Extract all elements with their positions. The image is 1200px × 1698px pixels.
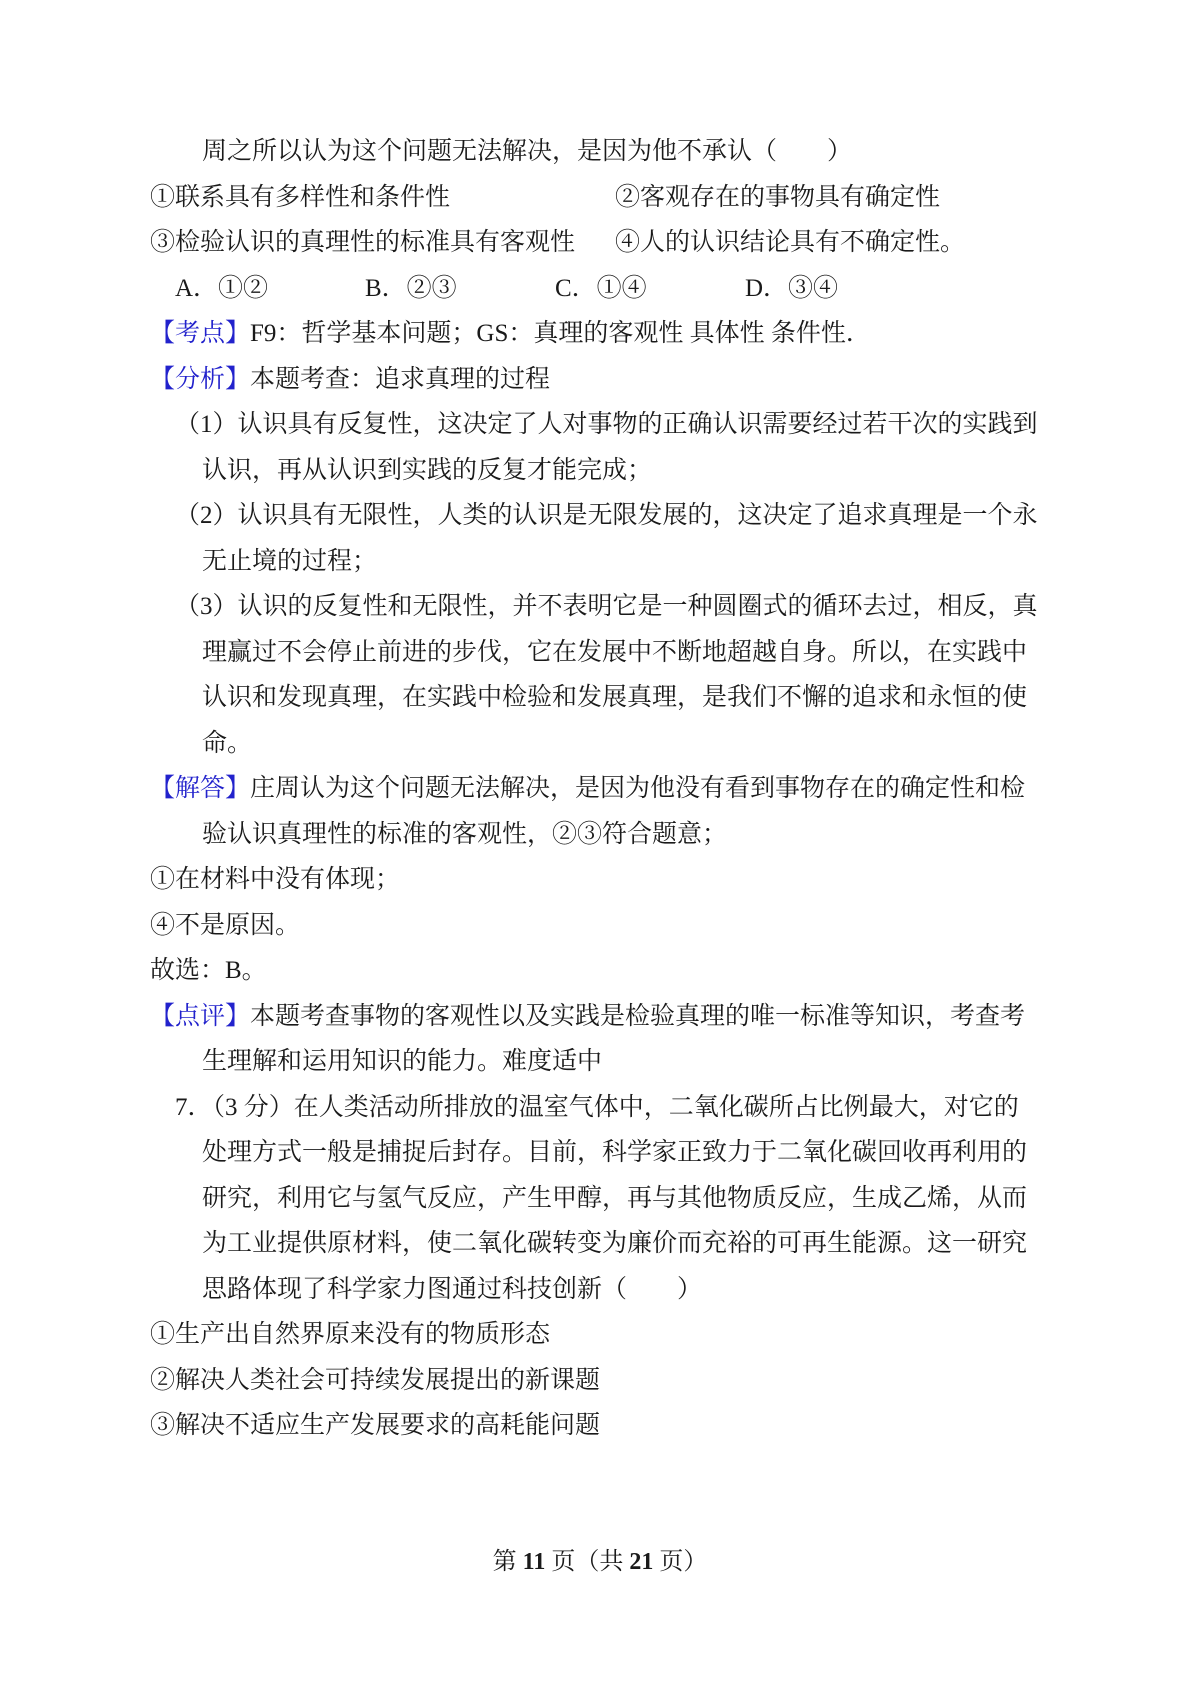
line-text: 庄周认为这个问题无法解决，是因为他没有看到事物存在的确定性和检 (250, 775, 1026, 802)
page-footer (0, 1545, 1200, 1579)
text-line (150, 1267, 1110, 1313)
section-label: 【点评】 (150, 1002, 251, 1030)
line-text: ③解决不适应生产发展要求的高耗能问题 (150, 1412, 601, 1439)
text-line (150, 584, 1110, 630)
footer-text-suffix: 页） (653, 1549, 708, 1575)
text-line (150, 448, 1110, 494)
line-text: 处理方式一般是捕捉后封存。目前，科学家正致力于二氧化碳回收再利用的 (202, 1139, 1028, 1166)
line-text: 为工业提供原材料，使二氧化碳转变为廉价而充裕的可再生能源。这一研究 (202, 1230, 1028, 1257)
text-line (150, 812, 1110, 858)
line-text: 本题考查事物的客观性以及实践是检验真理的唯一标准等知识，考查考 (250, 1002, 1026, 1030)
answer-option: D．③④ (745, 274, 839, 302)
text-line (150, 129, 1110, 175)
document-body (150, 129, 1110, 1449)
section-label: 【分析】 (150, 365, 251, 393)
section-label: 【考点】 (150, 320, 251, 347)
text-line (150, 1358, 1110, 1404)
answer-option: B．②③ (365, 274, 457, 302)
answer-option: A．①② (175, 274, 269, 302)
line-text: 研究，利用它与氢气反应，产生甲醇，再与其他物质反应，生成乙烯，从而 (202, 1184, 1028, 1212)
text-line (150, 675, 1110, 721)
text-line (150, 493, 1110, 539)
line-text: ①在材料中没有体现； (150, 866, 401, 893)
text-line (150, 220, 1110, 266)
text-line (150, 175, 1110, 221)
text-line (150, 1085, 1110, 1131)
footer-text-prefix: 第 (492, 1549, 523, 1575)
footer-text-middle: 页（共 (545, 1549, 630, 1575)
line-text: F9：哲学基本问题；GS：真理的客观性 具体性 条件性． (250, 320, 871, 347)
line-text: 命。 (202, 729, 253, 757)
statement-item: ①联系具有多样性和条件性 (150, 183, 451, 211)
text-line (150, 857, 1110, 903)
statement-item: ④人的认识结论具有不确定性。 (615, 229, 966, 256)
line-text: 故选：B。 (150, 957, 267, 984)
text-line (150, 539, 1110, 585)
line-text: （2）认识具有无限性，人类的认识是无限发展的，这决定了追求真理是一个永 (175, 502, 1038, 529)
text-line (150, 1221, 1110, 1267)
line-text: 验认识真理性的标准的客观性，②③符合题意； (202, 820, 728, 848)
line-text: （1）认识具有反复性，这决定了人对事物的正确认识需要经过若干次的实践到 (175, 411, 1038, 438)
text-line (150, 1312, 1110, 1358)
line-text: （3）认识的反复性和无限性，并不表明它是一种圆圈式的循环去过，相反，真 (175, 593, 1038, 620)
text-line (150, 721, 1110, 767)
section-label: 【解答】 (150, 775, 251, 802)
line-text: ④不是原因。 (150, 911, 301, 939)
text-line (150, 357, 1110, 403)
line-text: 认识和发现真理，在实践中检验和发展真理，是我们不懈的追求和永恒的使 (202, 684, 1028, 711)
answer-option: C．①④ (555, 274, 647, 302)
text-line (150, 903, 1110, 949)
line-text: ②解决人类社会可持续发展提出的新课题 (150, 1366, 601, 1394)
text-line (150, 1176, 1110, 1222)
text-line (150, 948, 1110, 994)
text-line (150, 766, 1110, 812)
line-text: 周之所以认为这个问题无法解决，是因为他不承认（ ） (202, 138, 853, 165)
footer-total-pages: 21 (629, 1549, 654, 1575)
footer-page-number: 11 (522, 1549, 546, 1575)
line-text: 无止境的过程； (202, 547, 378, 575)
text-line (150, 402, 1110, 448)
line-text: 本题考查：追求真理的过程 (250, 365, 551, 393)
line-text: ①生产出自然界原来没有的物质形态 (150, 1321, 551, 1348)
line-text: 理赢过不会停止前进的步伐，它在发展中不断地超越自身。所以，在实践中 (202, 638, 1028, 666)
text-line (150, 311, 1110, 357)
line-text: 思路体现了科学家力图通过科技创新（ ） (202, 1275, 703, 1303)
statement-item: ②客观存在的事物具有确定性 (615, 183, 941, 211)
line-text: 生理解和运用知识的能力。难度适中 (202, 1048, 603, 1075)
text-line (150, 994, 1110, 1040)
line-text: 认识，再从认识到实践的反复才能完成； (202, 456, 653, 484)
line-text: 7．（3 分）在人类活动所排放的温室气体中，二氧化碳所占比例最大，对它的 (175, 1093, 1019, 1121)
text-line (150, 1130, 1110, 1176)
text-line (150, 266, 1110, 312)
statement-item: ③检验认识的真理性的标准具有客观性 (150, 229, 576, 256)
text-line (150, 1403, 1110, 1449)
text-line (150, 630, 1110, 676)
text-line (150, 1039, 1110, 1085)
